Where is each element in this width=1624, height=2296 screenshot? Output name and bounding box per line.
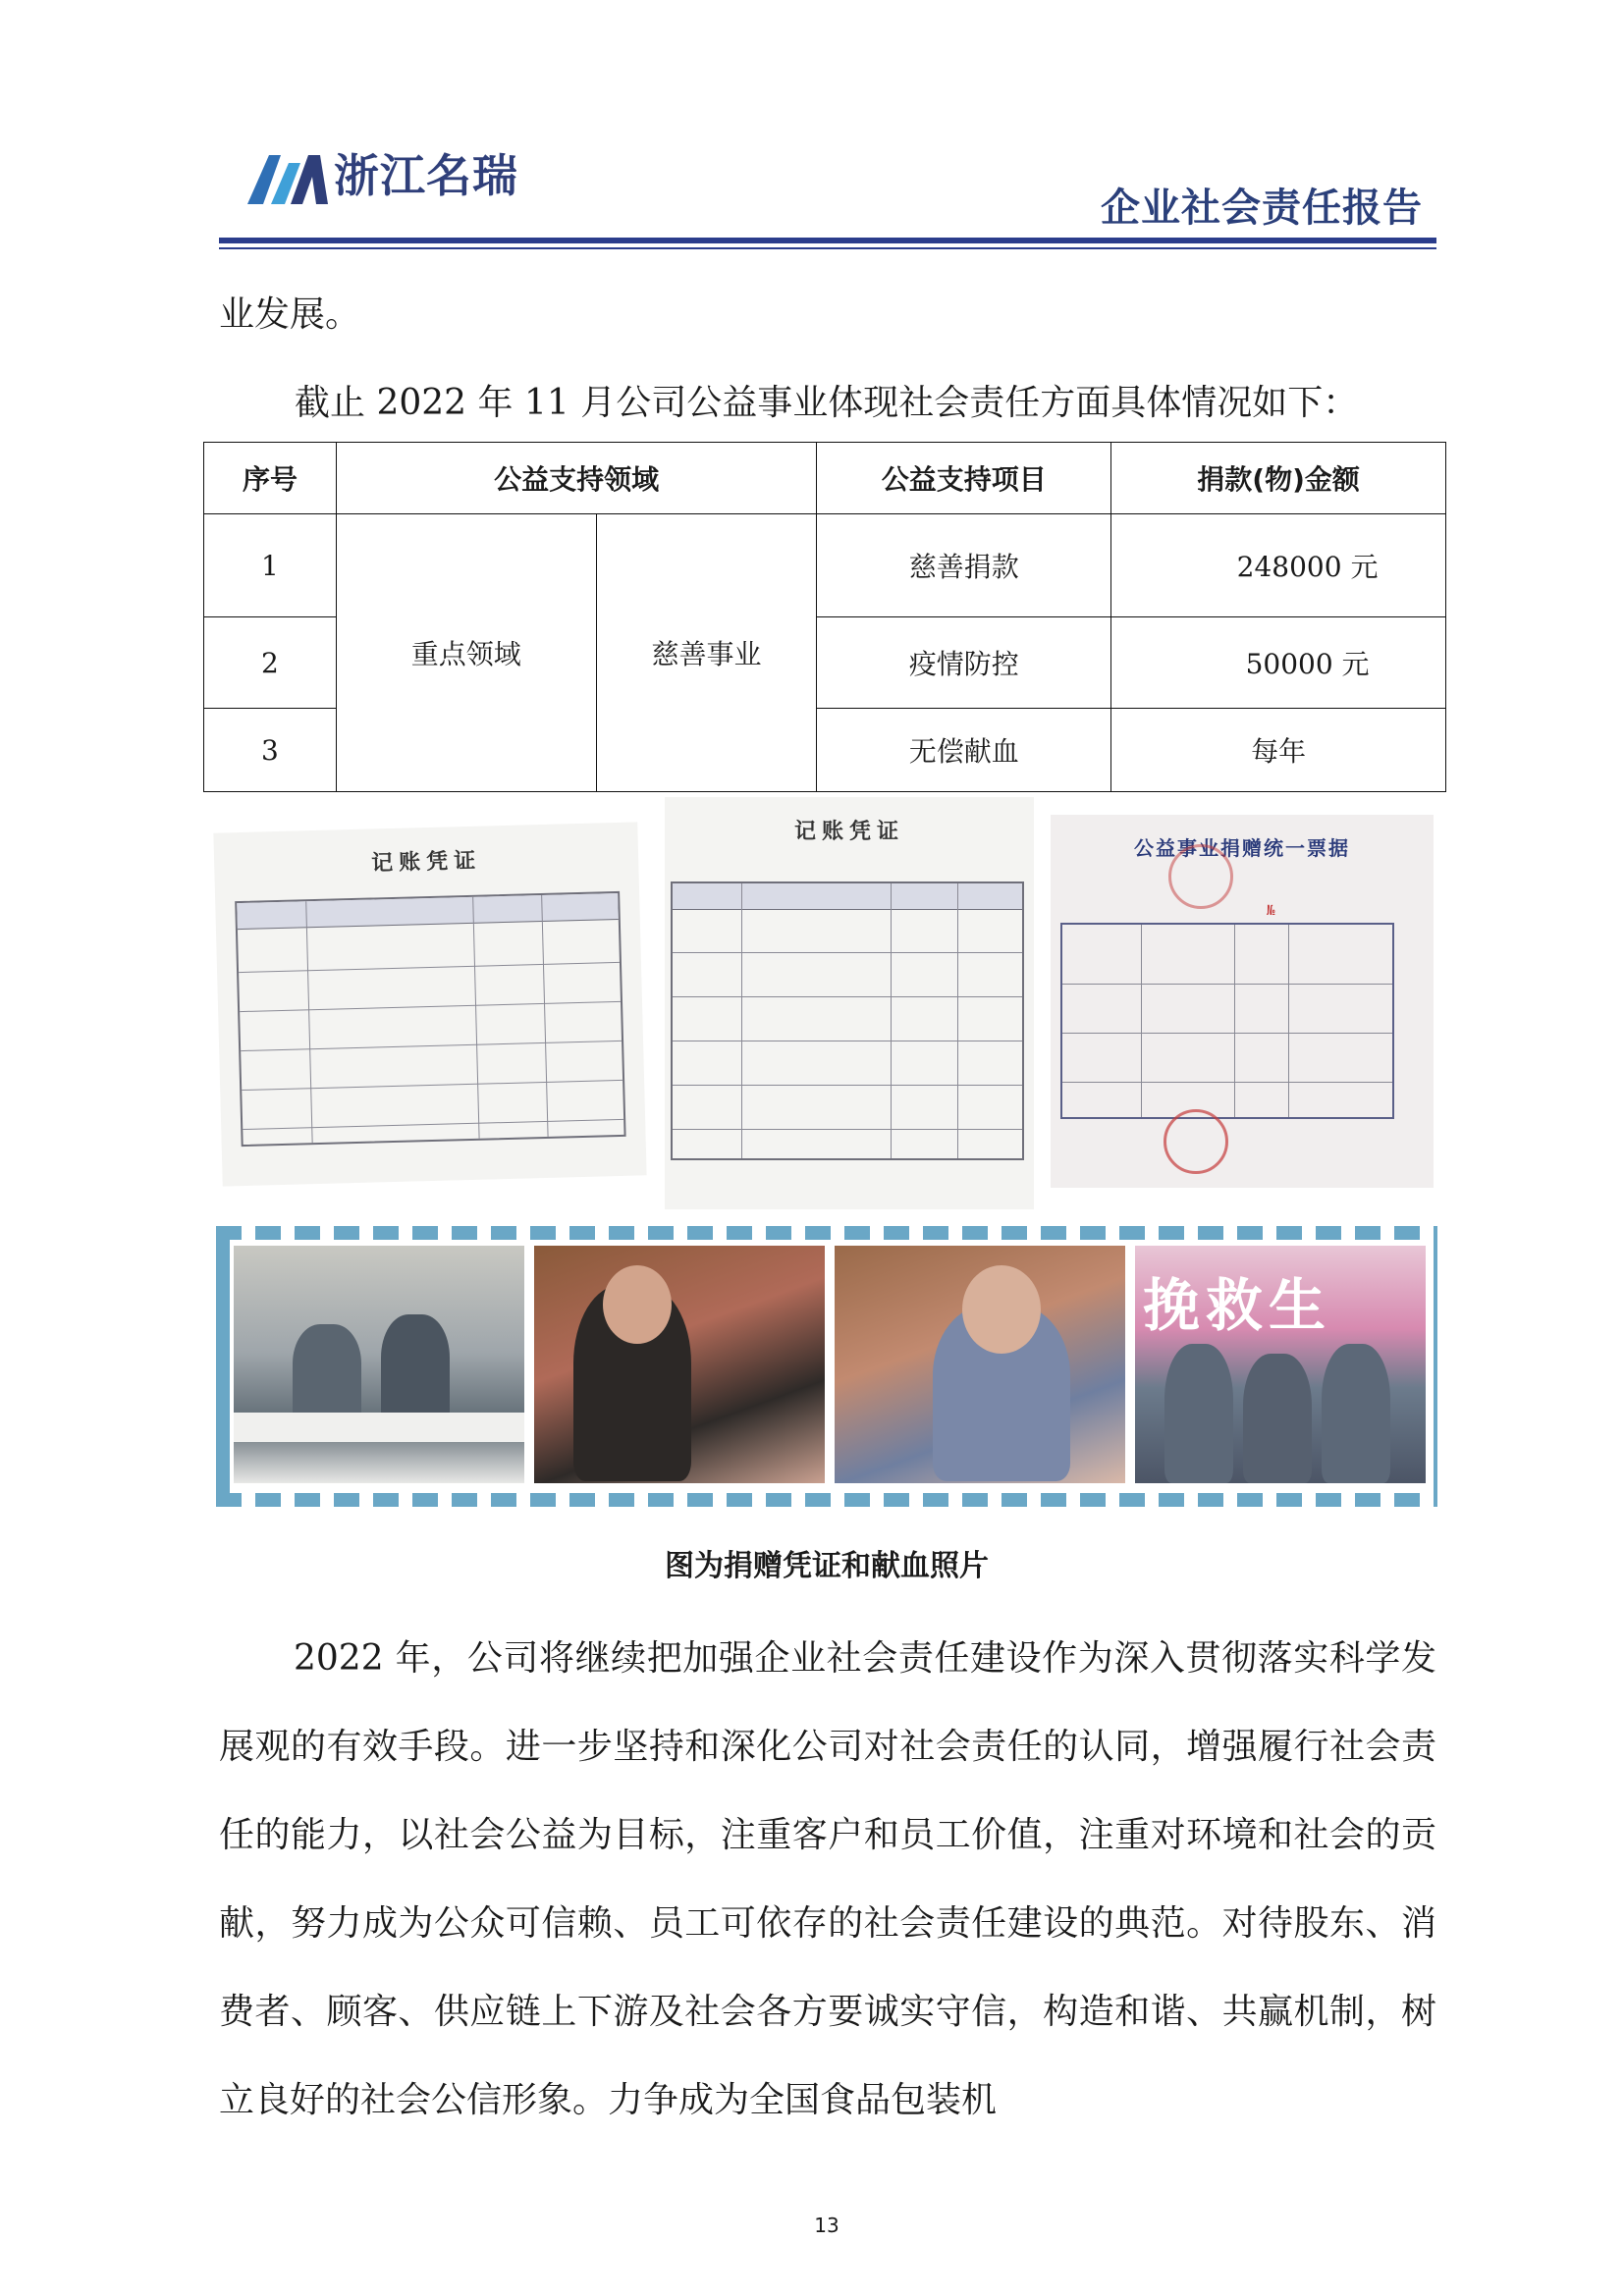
voucher-title: 记账凭证 — [793, 820, 904, 844]
photo-strip — [216, 1226, 1437, 1507]
logo-text: 浙江名瑞 — [334, 149, 518, 202]
table-intro: 截止 2022 年 11 月公司公益事业体现社会责任方面具体情况如下： — [295, 383, 1359, 423]
figure-caption: 图为捐赠凭证和献血照片 — [665, 1549, 989, 1583]
donation-receipt-image — [1051, 815, 1434, 1188]
photo-registration — [234, 1246, 524, 1483]
charity-table — [203, 442, 1446, 792]
receipt-serial-mark: № — [1267, 903, 1275, 919]
row-no: 3 — [204, 709, 337, 792]
photo-blood-donation-1 — [534, 1246, 825, 1483]
voucher-image-1 — [213, 822, 646, 1186]
paragraph-continuation: 业发展。 — [219, 294, 361, 335]
header-rule — [219, 238, 1436, 243]
header-item: 公益支持项目 — [817, 443, 1111, 514]
seal-stamp — [1164, 1109, 1228, 1174]
header-area: 公益支持领域 — [336, 443, 817, 514]
receipt-grid — [1060, 923, 1394, 1119]
photo-blood-donation-2 — [835, 1246, 1125, 1483]
logo-mark-icon — [247, 149, 328, 204]
row-item: 无偿献血 — [817, 709, 1111, 792]
voucher-image-2 — [665, 797, 1034, 1209]
page-number: 13 — [814, 2214, 839, 2237]
receipt-title: 公益事业捐赠统一票据 — [1134, 836, 1350, 860]
row-item: 慈善捐款 — [817, 514, 1111, 617]
voucher-grid — [235, 891, 625, 1147]
area-cell: 重点领域 — [336, 514, 596, 792]
row-amount: 248000 元 — [1111, 514, 1446, 617]
voucher-title: 记账凭证 — [370, 848, 482, 877]
photo-donors-with-certificates — [1135, 1246, 1426, 1483]
company-logo — [247, 147, 532, 206]
sub-area-cell: 慈善事业 — [596, 514, 817, 792]
header-amount: 捐款(物)金额 — [1111, 443, 1446, 514]
header-rule-thin — [219, 247, 1436, 249]
row-amount: 每年 — [1111, 709, 1446, 792]
header-no: 序号 — [204, 443, 337, 514]
closing-paragraph: 2022 年，公司将继续把加强企业社会责任建设作为深入贯彻落实科学发展观的有效手段。进一步坚持和深化公司对社会责任的认同，增强履行社会责任的能力，以社会公益为目标，注重客户和员工价值，注重对环境和社会的贡献，努力成为公众可信赖、员工可依存的社会责任建设的典范。对待股东、消费者、顾客、供应链上下游及社会各方要诚实守信，构造和谐、共赢机制，树立良好的社会公信形象。力争成为全国食品包装机 — [219, 1638, 1436, 2120]
voucher-grid — [671, 881, 1024, 1160]
report-title: 企业社会责任报告 — [1101, 186, 1423, 231]
row-no: 2 — [204, 617, 337, 709]
row-no: 1 — [204, 514, 337, 617]
row-amount: 50000 元 — [1111, 617, 1446, 709]
banner-text: 挽救生 — [1143, 1272, 1332, 1339]
seal-stamp — [1168, 844, 1233, 909]
row-item: 疫情防控 — [817, 617, 1111, 709]
table-row — [204, 514, 1446, 617]
